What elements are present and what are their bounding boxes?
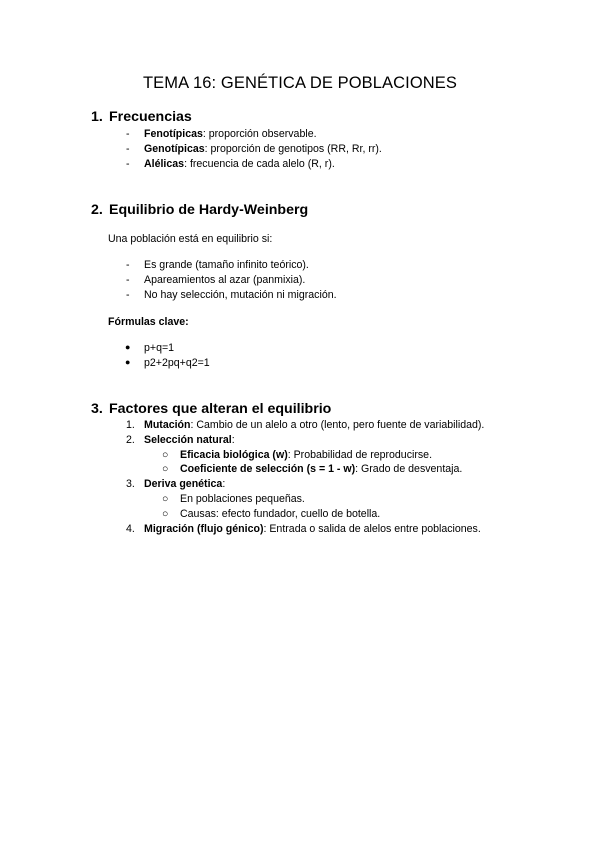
description: : frecuencia de cada alelo (R, r). — [184, 158, 335, 170]
formulas-label: Fórmulas clave: — [108, 316, 189, 328]
dot-bullet: ● — [125, 357, 131, 367]
dash-bullet: - — [126, 274, 130, 286]
dash-bullet: - — [126, 128, 130, 140]
circle-bullet: ○ — [162, 463, 169, 475]
dash-bullet: - — [126, 158, 130, 170]
description: : Grado de desventaja. — [355, 463, 463, 475]
list-number: 3. — [126, 478, 135, 490]
circle-bullet: ○ — [162, 508, 169, 520]
term: Genotípicas — [144, 143, 205, 155]
section-heading-text: Factores que alteran el equilibrio — [109, 401, 332, 417]
description: : — [231, 434, 235, 446]
circle-bullet: ○ — [162, 493, 169, 505]
section-2-heading — [91, 202, 308, 218]
dash-bullet: - — [126, 143, 130, 155]
list-number: 2. — [126, 434, 135, 446]
description: : Probabilidad de reproducirse. — [287, 449, 433, 461]
description: : Entrada o salida de alelos entre poblaciones. — [263, 523, 481, 535]
section-number: 3. — [91, 401, 103, 417]
term: Selección natural — [144, 434, 232, 446]
term: Coeficiente de selección (s = 1 - w) — [180, 463, 356, 475]
description: : proporción de genotipos (RR, Rr, rr). — [204, 143, 382, 155]
description: : proporción observable. — [202, 128, 317, 140]
list-item: En poblaciones pequeñas. — [180, 493, 305, 505]
section-1-heading — [91, 109, 192, 125]
description: : Cambio de un alelo a otro (lento, pero fuente de variabilidad). — [190, 419, 485, 431]
page-title: TEMA 16: GENÉTICA DE POBLACIONES — [142, 74, 458, 92]
list-number: 1. — [126, 419, 135, 431]
list-item: Es grande (tamaño infinito teórico). — [144, 259, 309, 271]
list-item: Apareamientos al azar (panmixia). — [144, 274, 306, 286]
dot-bullet: ● — [125, 342, 131, 352]
term: Mutación — [144, 419, 191, 431]
list-item: Causas: efecto fundador, cuello de botella. — [180, 508, 381, 520]
list-item — [144, 158, 335, 170]
formula: p2+2pq+q2=1 — [144, 357, 210, 369]
list-item — [180, 463, 462, 475]
formula: p+q=1 — [144, 342, 175, 354]
description: : — [222, 478, 226, 490]
list-item: No hay selección, mutación ni migración. — [144, 289, 337, 301]
list-item — [144, 419, 484, 431]
term: Fenotípicas — [144, 128, 203, 140]
term: Migración (flujo génico) — [144, 523, 264, 535]
term: Alélicas — [144, 158, 185, 170]
list-item — [144, 523, 481, 535]
list-item — [144, 434, 235, 446]
list-item — [144, 478, 225, 490]
section-heading-text: Equilibrio de Hardy-Weinberg — [109, 202, 309, 218]
section-number: 1. — [91, 109, 103, 125]
list-item — [144, 143, 382, 155]
circle-bullet: ○ — [162, 449, 169, 461]
section-3-heading — [91, 401, 331, 417]
list-item — [144, 128, 317, 140]
section-heading-text: Frecuencias — [109, 109, 192, 125]
list-number: 4. — [126, 523, 135, 535]
term: Eficacia biológica (w) — [180, 449, 288, 461]
section-number: 2. — [91, 202, 103, 218]
dash-bullet: - — [126, 259, 130, 271]
intro-text: Una población está en equilibrio si: — [108, 233, 273, 245]
dash-bullet: - — [126, 289, 130, 301]
term: Deriva genética — [144, 478, 223, 490]
list-item — [180, 449, 432, 461]
